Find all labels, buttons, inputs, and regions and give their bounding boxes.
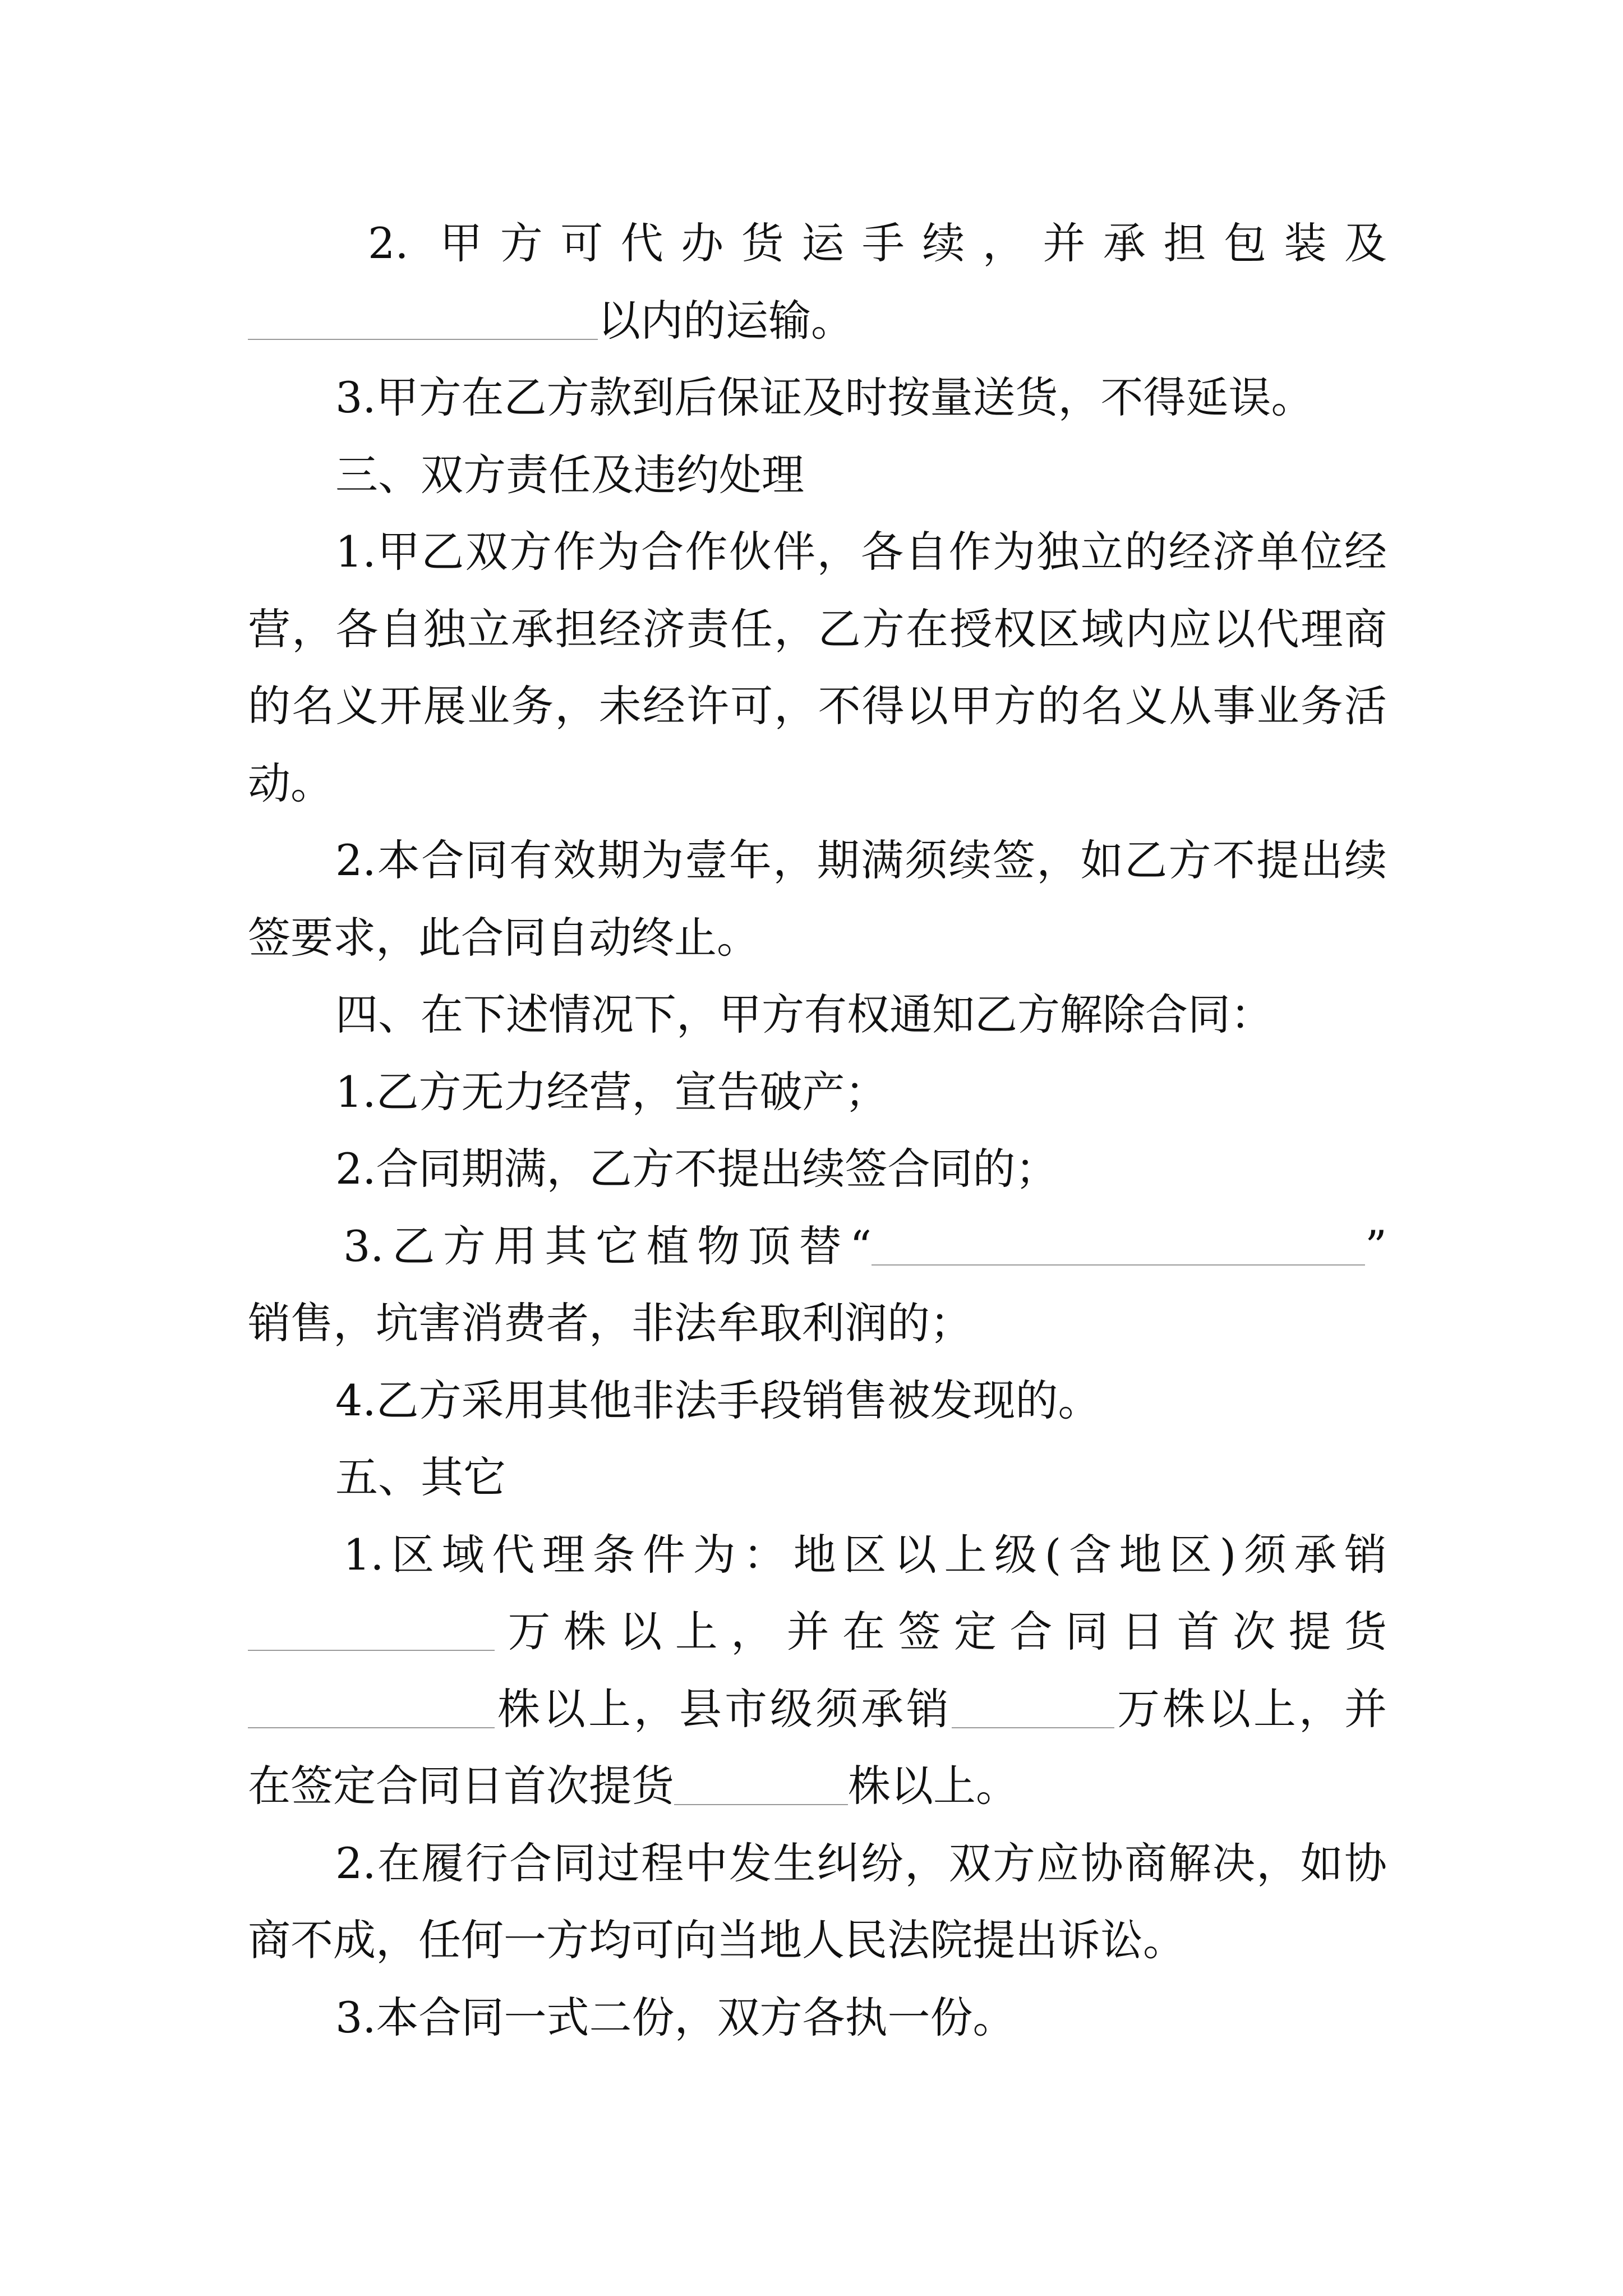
clause-text: 的名义开展业务，未经许可，不得以甲方的名义从事业务活 <box>248 681 1387 731</box>
clause-5-item-1-line-4 <box>248 1747 1387 1825</box>
clause-4-item-2 <box>248 1130 1387 1208</box>
document-page <box>248 205 1387 2056</box>
fill-in-blank <box>248 339 598 340</box>
clause-2-item-3 <box>248 359 1387 436</box>
clause-5-item-2-line-2 <box>248 1902 1387 1979</box>
clause-3-item-1-line-1 <box>248 513 1387 591</box>
fill-in-blank <box>674 1804 848 1805</box>
clause-5-item-3 <box>248 1979 1387 2056</box>
clause-text: 销售，坑害消费者，非法牟取利润的； <box>248 1298 972 1348</box>
clause-3-item-2-line-2 <box>248 899 1387 977</box>
clause-text: 动。 <box>248 758 333 808</box>
clause-text: 1.乙方无力经营，宣告破产； <box>335 1066 888 1117</box>
section-heading: 五、其它 <box>335 1452 506 1502</box>
clause-4-item-4 <box>248 1362 1387 1439</box>
clause-text: 株以上，县市级须承销 <box>495 1683 952 1734</box>
clause-text: 2.合同期满，乙方不提出续签合同的； <box>335 1144 1058 1194</box>
clause-text: 1.甲乙双方作为合作伙伴，各自作为独立的经济单位经 <box>335 527 1387 577</box>
clause-3-item-1-line-2 <box>248 591 1387 668</box>
clause-text: 2. 甲方可代办货运手续，并承担包装及 <box>368 218 1387 268</box>
section-5-heading <box>248 1439 1387 1516</box>
clause-4-item-3-line-1 <box>248 1208 1387 1285</box>
clause-3-item-2-line-1 <box>248 822 1387 899</box>
clause-2-item-2-line-2 <box>248 282 1387 360</box>
clause-3-item-1-line-3 <box>248 668 1387 745</box>
clause-text: 2.本合同有效期为壹年，期满须续签，如乙方不提出续 <box>335 835 1387 885</box>
section-3-heading <box>248 436 1387 514</box>
clause-5-item-1-line-1 <box>248 1516 1387 1594</box>
section-heading: 四、在下述情况下，甲方有权通知乙方解除合同： <box>335 990 1273 1039</box>
clause-text: 3.乙方用其它植物顶替“ <box>343 1221 872 1271</box>
clause-text: 万株以上，并在签定合同日首次提货 <box>495 1607 1387 1657</box>
section-heading: 三、双方责任及违约处理 <box>335 449 804 500</box>
clause-text: 以内的运输。 <box>598 295 854 346</box>
clause-text: 在签定合同日首次提货 <box>248 1761 674 1811</box>
clause-4-item-3-line-2 <box>248 1285 1387 1362</box>
clause-5-item-2-line-1 <box>248 1825 1387 1902</box>
clause-text: 商不成，任何一方均可向当地人民法院提出诉讼。 <box>248 1915 1186 1965</box>
fill-in-blank <box>952 1727 1114 1728</box>
clause-text: 株以上。 <box>848 1761 1018 1811</box>
clause-text: 营，各自独立承担经济责任，乙方在授权区域内应以代理商 <box>248 604 1387 654</box>
clause-4-item-1 <box>248 1053 1387 1131</box>
clause-5-item-1-line-3 <box>248 1671 1387 1748</box>
clause-text: 4.乙方采用其他非法手段销售被发现的。 <box>335 1375 1101 1425</box>
fill-in-blank <box>248 1727 495 1728</box>
clause-5-item-1-line-2 <box>248 1593 1387 1671</box>
clause-text: 签要求，此合同自动终止。 <box>248 912 759 963</box>
clause-2-item-2-line-1 <box>248 205 1387 282</box>
clause-text: 3.甲方在乙方款到后保证及时按量送货，不得延误。 <box>335 372 1314 422</box>
fill-in-blank <box>872 1264 1365 1266</box>
fill-in-blank <box>248 1650 495 1651</box>
section-4-heading <box>248 976 1387 1053</box>
clause-text: 2.在履行合同过程中发生纠纷，双方应协商解决，如协 <box>335 1838 1387 1888</box>
clause-text: 3.本合同一式二份，双方各执一份。 <box>335 1992 1016 2042</box>
clause-text: 1.区域代理条件为：地区以上级(含地区)须承销 <box>343 1529 1387 1580</box>
closing-quote: ” <box>1365 1221 1387 1271</box>
clause-text: 万株以上，并 <box>1114 1683 1387 1734</box>
clause-3-item-1-line-4 <box>248 745 1387 822</box>
